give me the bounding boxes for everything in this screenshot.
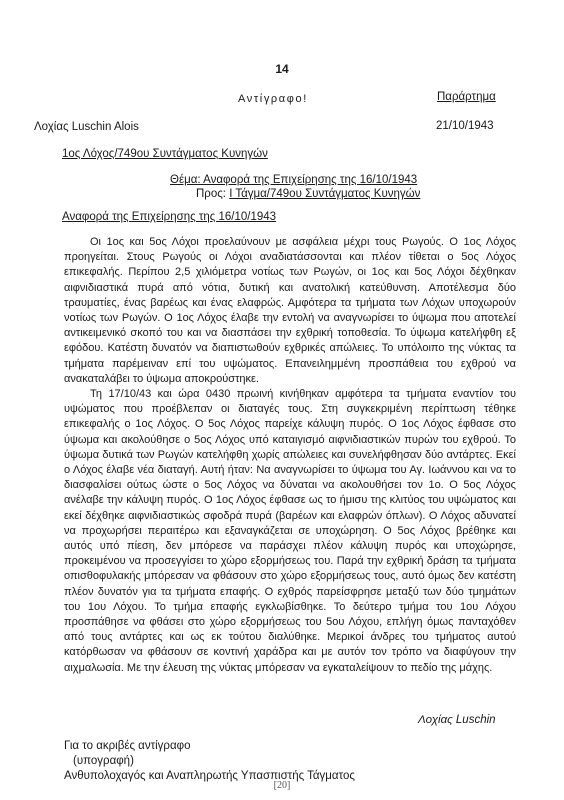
annex-label: Παράρτημα: [437, 91, 496, 103]
subject-line: Θέμα: Αναφορά της Επιχείρησης της 16/10/1943: [170, 174, 418, 186]
sender-unit: 1ος Λόχος/749ου Συντάγματος Κυνηγών: [62, 148, 268, 160]
paragraph-1: Οι 1ος και 5ος Λόχοι προελαύνουν με ασφάλεια μέχρι τους Ρωγούς. Ο 1ος Λόχος προηγείται. Στους Ρωγούς οι Λόχοι αναδιατάσσονται και πλέον τίθεται ο 5ος Λόχος επικεφαλής. Περίπου 2,5 χιλιόμετρα νοτίως των Ρωγών, οι 1ος και 5ος Λόχοι δέχθηκαν αιφνιδιαστικά πυρά από νότια, δυτική και ανατολική κατεύθυνση. Αποτέλεσμα δύο τραυματίες, ένας βαρέως και ένας ελαφρώς. Αμφότερα τα τμήματα των Λόχων υποχωρούν νοτίως των Ρωγών. Ο 1ος Λόχος έλαβε την εντολή να αναγνωρίσει το ύψωμα που αποτελεί αντικειμενικό σκοπό του και να διασπάσει την εχθρική τοποθεσία. Το ύψωμα κατελήφθη εξ εφόδου. Κατέστη δυνατόν να διαπιστωθούν εχθρικές απώλειες. Το υπόλοιπο της νύκτας τα τμήματα παρέμειναν επί του υψώματος. Επανειλημμένη προσπάθεια του εχθρού να ανακαταλάβει το ύψωμα αποκρούστηκε.: [64, 236, 516, 385]
recipient-line: [196, 188, 420, 200]
page-number: 14: [275, 62, 289, 76]
report-title: Αναφορά της Επιχείρησης της 16/10/1943: [62, 211, 277, 223]
certification-line: Για το ακριβές αντίγραφο: [64, 740, 191, 752]
signature: Λοχίας Luschin: [418, 714, 496, 726]
footer-page-number: [20]: [273, 780, 291, 791]
signature-note: (υπογραφή): [73, 755, 134, 767]
paragraph-2: Τη 17/10/43 και ώρα 0430 πρωινή κινήθηκαν αμφότερα τα τμήματα εναντίον του υψώματος που προέβλεπαν οι διαταγές τους. Στη συγκεκριμένη περίπτωση τέθηκε επικεφαλής ο 1ος Λόχος. Ο 5ος Λόχος παρείχε κάλυψη πυρός. Ο 1ος Λόχος έφθασε στο ύψωμα και ακολούθησε ο 5ος Λόχος υπό καταιγισμό αιφνιδιαστικών πυρών του εχθρού. Το ύψωμα δυτικά των Ρωγών κατελήφθη χωρίς απώλειες και συνελήφθησαν δύο αντάρτες. Εκεί ο Λόχος έλαβε νέα διαταγή. Αυτή ήταν: Να αναγνωρίσει το ύψωμα του Αγ. Ιωάννου και να το διασφαλίσει ούτως ώστε ο 5ος Λόχος να δύναται να ακολουθήσει τον 1ο. Ο 5ος Λόχος ανέλαβε την κάλυψη πυρός. Ο 1ος Λόχος έφθασε ως το ήμισυ της κλιτύος του υψώματος και εκεί δέχθηκε αιφνιδιαστικώς σφοδρά πυρά (βαρέων και ελαφρών όπλων). Ο Λόχος αδυνατεί να προχωρήσει περαιτέρω και εξαναγκάζεται σε υποχώρηση. Ο 5ος Λόχος βρέθηκε και αυτός υπό πίεση, δεν μπόρεσε να παράσχει πλέον κάλυψη πυρός και υποχώρησε, προκειμένου να προσεγγίσει το χώρο εξορμήσεως του. Παρά την εχθρική δράση τα τμήματα οπισθοφυλακής μπόρεσαν να φθάσουν στο χώρο εξορμήσεως τους, αυτό όμως δεν κατέστη πλέον δυνατόν για τα τμήματα επαφής. Ο εχθρός παρείσφρησε μεταξύ των δύο τμημάτων του 1ου Λόχου. Το τμήμα επαφής εγκλωβίσθηκε. Το δεύτερο τμήμα του 1ου Λόχου προσπάθησε να φθάσει στο χώρο εξορμήσεως του 5ου Λόχου, επλήγη όμως πανταχόθεν από τους αντάρτες και ως εκ τούτου διαλύθηκε. Μερικοί άνδρες του τμήματος αυτού κατόρθωσαν να φθάσουν σε κοντινή χαράδρα και με αυτόν τον τρόπο να διαφύγουν την αιχμαλωσία. Με την έλευση της νύκτας μπόρεσαν να εγκαταλείψουν το πεδίο της μάχης.: [64, 388, 516, 674]
recipient-unit: Ι Τάγμα/749ου Συντάγματος Κυνηγών: [229, 188, 421, 200]
author-name: Λοχίας Luschin Alois: [34, 121, 139, 133]
report-body: [64, 235, 516, 676]
report-date: 21/10/1943: [436, 120, 494, 132]
copy-label: Αντίγραφο!: [238, 93, 308, 105]
recipient-prefix: Προς:: [196, 188, 230, 200]
certifier-title: Ανθυπολοχαγός και Αναπληρωτής Υπασπιστής Τάγματος: [64, 770, 355, 782]
